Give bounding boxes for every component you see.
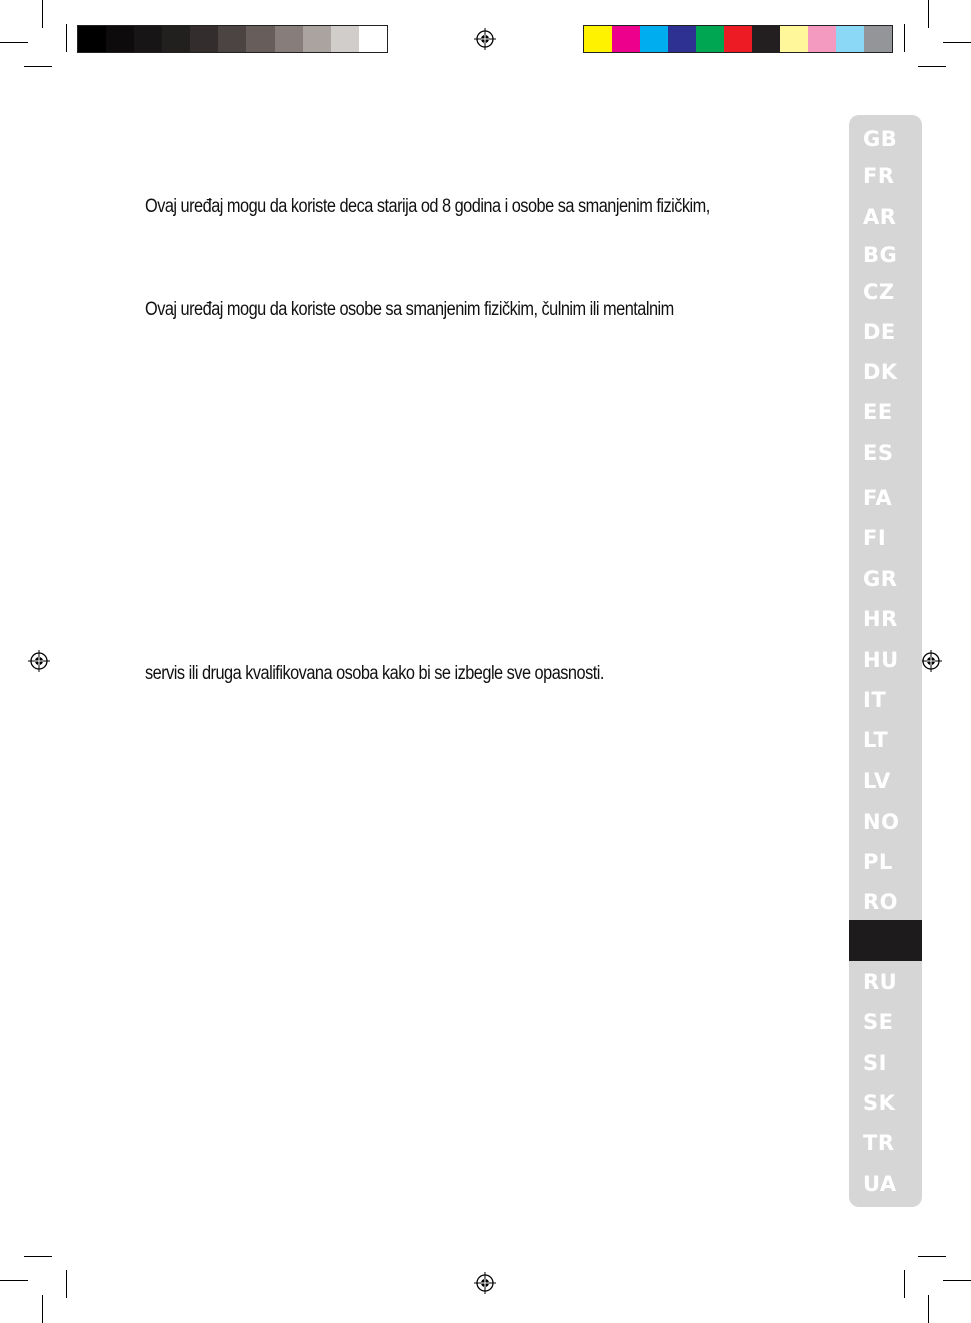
- language-tab-ua[interactable]: UA: [863, 1172, 897, 1196]
- language-tab-si[interactable]: SI: [863, 1051, 887, 1075]
- registration-mark-icon: [28, 650, 50, 672]
- color-swatch: [106, 26, 134, 52]
- language-tab-gb[interactable]: GB: [863, 127, 898, 151]
- paragraph: Ovaj uređaj mogu da koriste osobe sa smanjenim fizičkim, čulnim ili mentalnim: [145, 299, 674, 320]
- language-tab-ar[interactable]: AR: [863, 205, 897, 229]
- language-tab-fr[interactable]: FR: [863, 164, 895, 188]
- crop-mark: [904, 24, 905, 52]
- language-tab-pl[interactable]: PL: [863, 850, 893, 874]
- crop-mark: [24, 66, 52, 67]
- registration-mark-icon: [474, 28, 496, 50]
- crop-mark: [943, 1280, 971, 1281]
- crop-mark: [928, 0, 929, 28]
- color-swatch: [275, 26, 303, 52]
- color-calibration-bar: [583, 25, 893, 53]
- language-tab-sk[interactable]: SK: [863, 1091, 896, 1115]
- language-tab-no[interactable]: NO: [863, 810, 900, 834]
- language-tab-gr[interactable]: GR: [863, 567, 898, 591]
- color-swatch: [864, 26, 892, 52]
- language-tab-de[interactable]: DE: [863, 320, 896, 344]
- color-swatch: [696, 26, 724, 52]
- language-tab-it[interactable]: IT: [863, 688, 887, 712]
- color-swatch: [190, 26, 218, 52]
- crop-mark: [918, 1256, 946, 1257]
- crop-mark: [24, 1256, 52, 1257]
- crop-mark: [918, 66, 946, 67]
- crop-mark: [66, 24, 67, 52]
- language-tab-dk[interactable]: DK: [863, 360, 898, 384]
- color-swatch: [359, 26, 387, 52]
- color-swatch: [331, 26, 359, 52]
- color-swatch: [78, 26, 106, 52]
- crop-mark: [0, 1280, 28, 1281]
- crop-mark: [943, 42, 971, 43]
- language-tab-ru[interactable]: RU: [863, 970, 898, 994]
- crop-mark: [42, 1295, 43, 1323]
- language-tab-hu[interactable]: HU: [863, 648, 899, 672]
- color-swatch: [640, 26, 668, 52]
- crop-mark: [928, 1295, 929, 1323]
- color-swatch: [836, 26, 864, 52]
- grayscale-calibration-bar: [77, 25, 388, 53]
- language-tab-ro[interactable]: RO: [863, 890, 899, 914]
- language-tab-se[interactable]: SE: [863, 1010, 894, 1034]
- language-tab-tr[interactable]: TR: [863, 1131, 895, 1155]
- registration-mark-icon: [474, 1272, 496, 1294]
- paragraph: Ovaj uređaj mogu da koriste deca starija od 8 godina i osobe sa smanjenim fizičkim,: [145, 196, 710, 217]
- registration-mark-icon: [920, 650, 942, 672]
- color-swatch: [134, 26, 162, 52]
- language-tab-panel: [849, 115, 922, 1207]
- crop-mark: [66, 1270, 67, 1298]
- language-tab-cz[interactable]: CZ: [863, 280, 895, 304]
- color-swatch: [162, 26, 190, 52]
- color-swatch: [584, 26, 612, 52]
- language-tab-fi[interactable]: FI: [863, 526, 887, 550]
- color-swatch: [808, 26, 836, 52]
- language-tab-bg[interactable]: BG: [863, 243, 898, 267]
- crop-mark: [0, 42, 28, 43]
- language-tab-ee[interactable]: EE: [863, 400, 893, 424]
- crop-mark: [904, 1270, 905, 1298]
- language-tab-es[interactable]: ES: [863, 441, 894, 465]
- color-swatch: [218, 26, 246, 52]
- crop-mark: [42, 0, 43, 28]
- color-swatch: [780, 26, 808, 52]
- language-tab-hr[interactable]: HR: [863, 607, 898, 631]
- language-tab-active[interactable]: [849, 920, 922, 961]
- paragraph: servis ili druga kvalifikovana osoba kako bi se izbegle sve opasnosti.: [145, 663, 604, 684]
- color-swatch: [724, 26, 752, 52]
- language-tab-fa[interactable]: FA: [863, 486, 893, 510]
- color-swatch: [246, 26, 274, 52]
- color-swatch: [752, 26, 780, 52]
- color-swatch: [612, 26, 640, 52]
- color-swatch: [303, 26, 331, 52]
- color-swatch: [668, 26, 696, 52]
- language-tab-lt[interactable]: LT: [863, 728, 889, 752]
- language-tab-lv[interactable]: LV: [863, 769, 891, 793]
